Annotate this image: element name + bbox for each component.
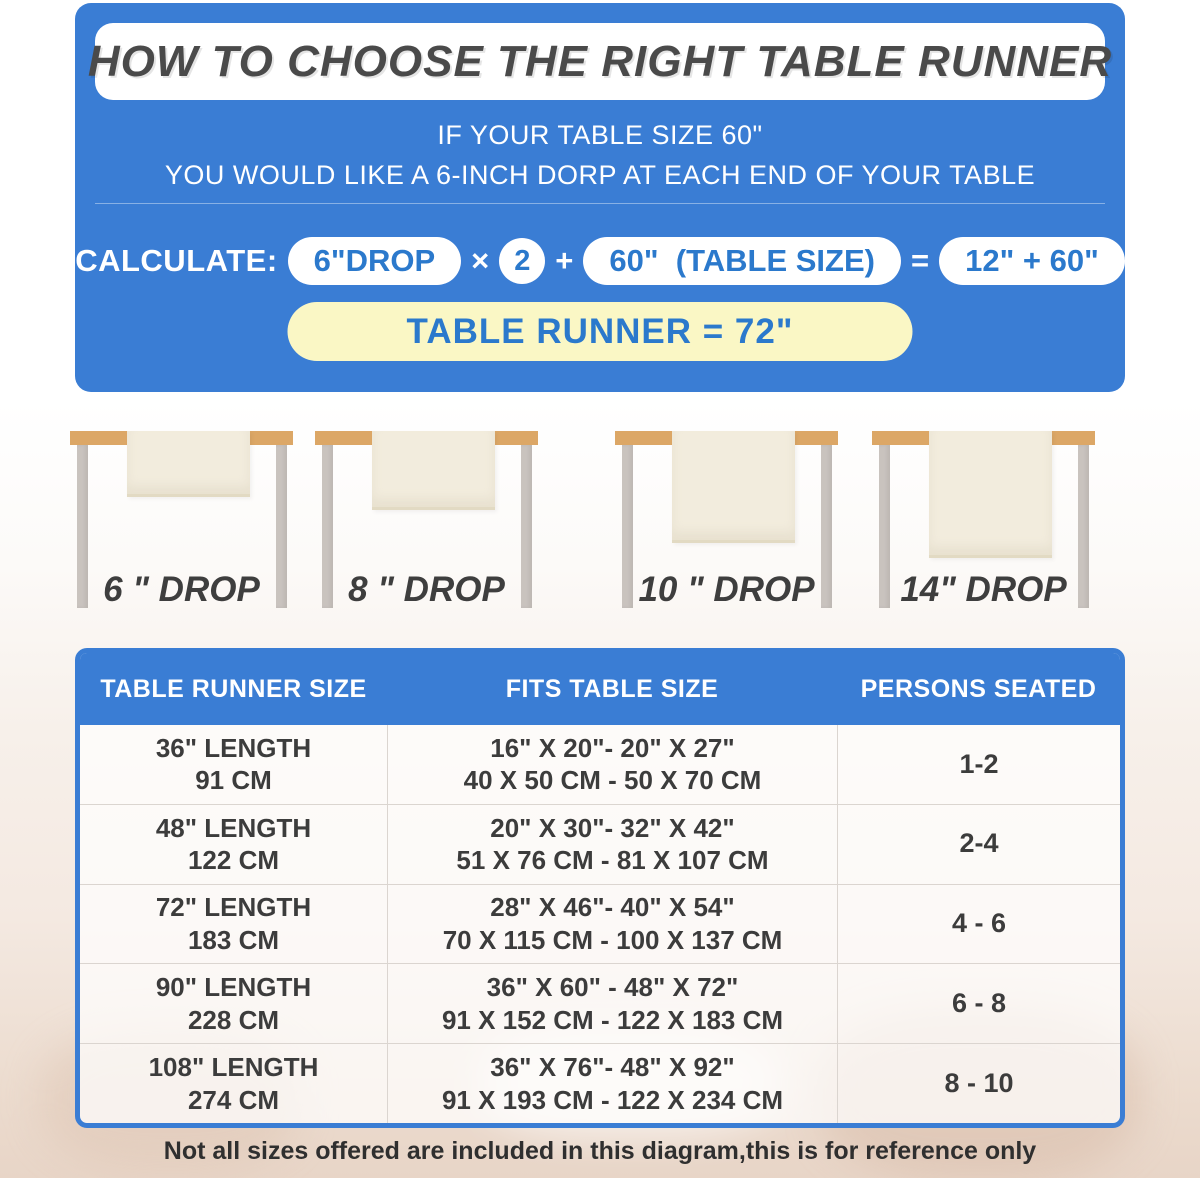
- fits-inches: 28" X 46"- 40" X 54": [490, 892, 735, 923]
- size-inches: 48" LENGTH: [155, 812, 312, 843]
- result-pill: TABLE RUNNER = 72": [288, 302, 913, 361]
- plus-operator: +: [555, 243, 574, 278]
- fits-cm: 70 X 115 CM - 100 X 137 CM: [442, 924, 783, 955]
- page-title: HOW TO CHOOSE THE RIGHT TABLE RUNNER: [87, 36, 1113, 86]
- fits-table-cell: [387, 964, 837, 1043]
- fits-inches: 36" X 60" - 48" X 72": [486, 972, 739, 1003]
- table-row: [80, 963, 1120, 1043]
- column-header-runner-size: TABLE RUNNER SIZE: [100, 674, 367, 703]
- fits-table-cell: [387, 885, 837, 964]
- hero-panel: [75, 3, 1125, 392]
- fits-inches: 16" X 20"- 20" X 27": [490, 732, 735, 763]
- drop-label: 6 " DROP: [103, 570, 260, 609]
- sum-pill: 12" + 60": [939, 237, 1125, 285]
- runner-size-cell: [80, 885, 387, 964]
- disclaimer-note: Not all sizes offered are included in this diagram,this is for reference only: [163, 1137, 1037, 1165]
- multiplier-badge: 2: [499, 238, 545, 284]
- multiply-operator: ×: [471, 243, 490, 278]
- title-banner: [87, 23, 1113, 100]
- size-inches: 90" LENGTH: [155, 972, 312, 1003]
- size-cm: 274 CM: [187, 1084, 280, 1115]
- subtitle-line-1: IF YOUR TABLE SIZE 60": [437, 120, 763, 150]
- fits-inches: 20" X 30"- 32" X 42": [490, 812, 735, 843]
- calculation-formula: [75, 237, 1125, 285]
- runner-size-cell: [80, 1044, 387, 1123]
- runner-drape: [929, 431, 1052, 558]
- table-row: [80, 1043, 1120, 1123]
- divider-line: [95, 203, 1105, 204]
- table-size-pill: 60" (TABLE SIZE): [583, 237, 901, 285]
- persons-cell: 2-4: [837, 805, 1120, 884]
- fits-table-cell: [387, 725, 837, 804]
- runner-size-cell: [80, 725, 387, 804]
- subtitle-line-2: YOU WOULD LIKE A 6-INCH DORP AT EACH END OF YOUR TABLE: [164, 160, 1036, 190]
- fits-table-cell: [387, 805, 837, 884]
- equals-operator: =: [910, 243, 930, 278]
- column-header-fits-table: FITS TABLE SIZE: [505, 674, 719, 703]
- drop-label: 14" DROP: [900, 570, 1067, 609]
- size-cm: 91 CM: [195, 765, 272, 796]
- size-cm: 183 CM: [187, 924, 280, 955]
- size-inches: 36" LENGTH: [155, 732, 312, 763]
- drop-illustrations: [0, 395, 1200, 645]
- persons-cell: 6 - 8: [837, 964, 1120, 1043]
- persons-cell: 1-2: [837, 725, 1120, 804]
- fits-cm: 91 X 193 CM - 122 X 234 CM: [441, 1084, 784, 1115]
- table-row: [80, 884, 1120, 964]
- table-illustration-14in: [872, 431, 1095, 645]
- runner-size-cell: [80, 964, 387, 1043]
- fits-cm: 40 X 50 CM - 50 X 70 CM: [463, 765, 762, 796]
- table-illustration-8in: [315, 431, 538, 645]
- table-row: [80, 804, 1120, 884]
- fits-inches: 36" X 76"- 48" X 92": [490, 1052, 735, 1083]
- fits-table-cell: [387, 1044, 837, 1123]
- persons-cell: 8 - 10: [837, 1044, 1120, 1123]
- size-reference-table: [75, 648, 1125, 1128]
- size-inches: 108" LENGTH: [148, 1052, 319, 1083]
- fits-cm: 91 X 152 CM - 122 X 183 CM: [441, 1004, 784, 1035]
- table-body: [80, 725, 1120, 1123]
- size-cm: 228 CM: [187, 1004, 280, 1035]
- table-illustration-10in: [615, 431, 838, 645]
- size-inches: 72" LENGTH: [155, 892, 312, 923]
- runner-drape: [372, 431, 495, 510]
- drop-label: 8 " DROP: [348, 570, 505, 609]
- table-illustration-6in: [70, 431, 293, 645]
- size-cm: 122 CM: [187, 845, 280, 876]
- column-header-persons: PERSONS SEATED: [860, 674, 1097, 703]
- runner-drape: [127, 431, 250, 497]
- drop-label: 10 " DROP: [638, 570, 815, 609]
- drop-value-pill: 6"DROP: [288, 237, 462, 285]
- table-row: [80, 725, 1120, 804]
- runner-drape: [672, 431, 795, 543]
- persons-cell: 4 - 6: [837, 885, 1120, 964]
- fits-cm: 51 X 76 CM - 81 X 107 CM: [456, 845, 769, 876]
- calculate-label: CALCULATE:: [75, 243, 278, 278]
- table-header-row: [80, 653, 1120, 725]
- runner-size-cell: [80, 805, 387, 884]
